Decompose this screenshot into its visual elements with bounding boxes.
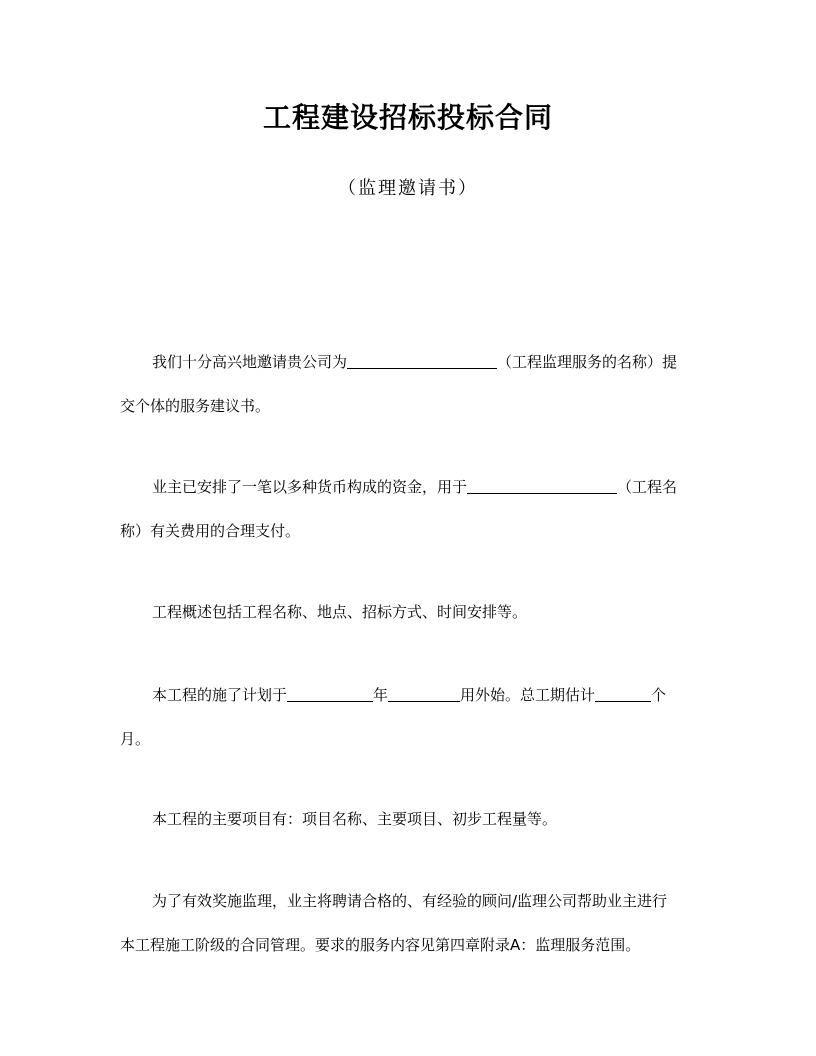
- fill-in-blank-project-name[interactable]: [467, 479, 617, 494]
- fill-in-blank-duration[interactable]: [595, 687, 651, 702]
- fill-in-blank-service-name[interactable]: [347, 354, 497, 369]
- paragraph-text: 我们十分高兴地邀请贵公司为: [152, 353, 348, 371]
- paragraph-line: 工程概述包括工程名称、地点、招标方式、时间安排等。: [152, 603, 528, 621]
- paragraph-line: 本工程的主要项目有：项目名称、主要项目、初步工程量等。: [152, 810, 558, 828]
- paragraph-text: 年: [373, 686, 389, 704]
- paragraph-line: 月。: [120, 730, 151, 748]
- paragraph-schedule: [120, 673, 700, 761]
- paragraph-text: 个: [651, 686, 667, 704]
- paragraph-line: 交个体的服务建议书。: [120, 397, 271, 415]
- paragraph-line: 为了有效奖施监理，业主将聘请合格的、有经验的顾问/监理公司帮助业主进行: [152, 892, 668, 910]
- paragraph-funding: [120, 465, 700, 553]
- paragraph-text: 用外始。总工期估计: [460, 686, 596, 704]
- paragraph-overview: [120, 590, 700, 634]
- paragraph-line: 本工程施工阶级的合同管理。要求的服务内容见第四章附录A：监理服务范围。: [120, 936, 641, 954]
- paragraph-text: 业主已安排了一笔以多种货币构成的资金，用于: [152, 478, 468, 496]
- paragraph-supervision: [120, 879, 700, 967]
- paragraph-text: （工程监理服务的名称）提: [497, 353, 678, 371]
- paragraph-text: （工程名: [617, 478, 678, 496]
- paragraph-line: [120, 340, 700, 384]
- paragraph-line: [120, 465, 700, 509]
- paragraph-invitation: [120, 340, 700, 428]
- paragraph-text: 本工程的施了计划于: [152, 686, 288, 704]
- paragraph-main-items: [120, 797, 700, 841]
- document-subtitle: （监理邀请书）: [338, 178, 478, 199]
- fill-in-blank-start-year[interactable]: [287, 687, 373, 702]
- paragraph-line: 称）有关费用的合理支付。: [120, 522, 301, 540]
- fill-in-blank-start-month[interactable]: [388, 687, 460, 702]
- document-title: 工程建设招标投标合同: [262, 101, 553, 134]
- paragraph-line: [120, 673, 700, 717]
